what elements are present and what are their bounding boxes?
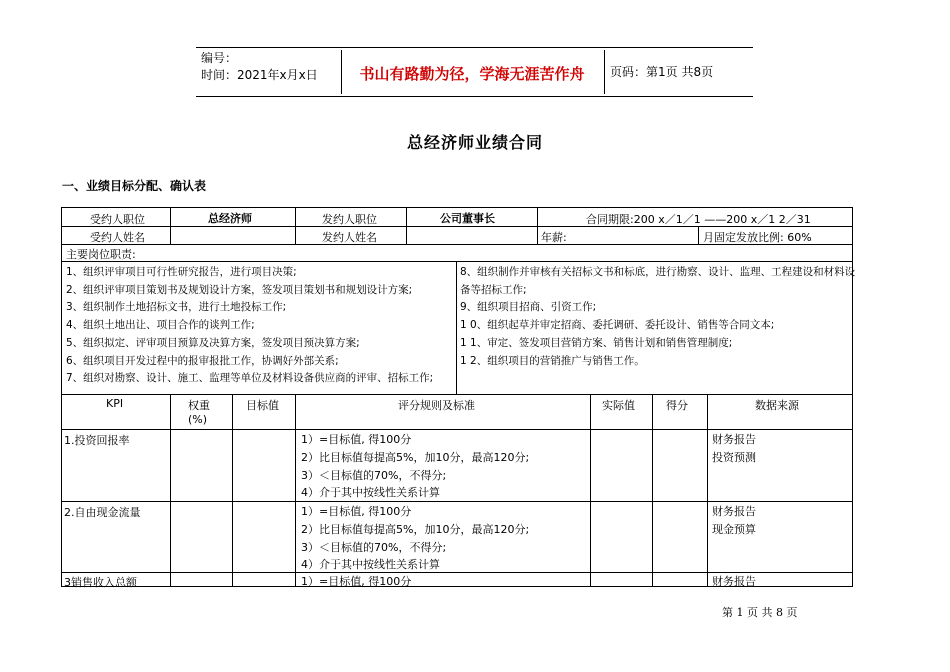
source-header: 数据来源 [755,399,799,412]
page-code: 页码：第1页 共8页 [610,65,714,79]
duty-item: 2、组织评审项目策划书及规划设计方案，签发项目策划书和规划设计方案; [66,283,413,296]
col-divider [698,226,699,244]
kpi-rules [301,503,529,574]
rule-line: 2）比目标值每提高5%，加10分，最高120分; [301,522,530,536]
kpi-rules [301,431,529,502]
duties-left-list [66,264,433,388]
row-divider [62,429,852,430]
duty-item: 9、组织项目招商、引资工作; [460,301,597,314]
header-meta [201,50,318,84]
receiver-position-label: 受约人职位 [90,213,145,226]
source-line: 投资预测 [712,450,756,464]
col-divider [707,394,708,586]
kpi-sources [712,573,756,591]
actual-header: 实际值 [602,399,635,412]
target-header: 目标值 [246,399,279,412]
duties-right-list [460,264,855,370]
issuer-name-label: 发约人姓名 [322,231,377,244]
duty-item: 3、组织制作土地招标文书，进行土地投标工作; [66,301,287,314]
score-header: 得分 [666,399,688,412]
kpi-rules [301,573,411,591]
col-divider [406,208,407,244]
source-line: 财务报告 [712,505,756,518]
weight-unit: (%) [188,413,208,426]
rule-line: 1）=目标值, 得100分 [301,575,412,588]
duties-label: 主要岗位职责: [66,248,136,261]
contract-period: 合同期限:200 x／1／1 ——200 x／1 2／31 [586,213,811,226]
duty-item: 6、组织项目开发过程中的报审报批工作，协调好外部关系; [66,354,339,367]
kpi-name: 3销售收入总额 [64,576,137,589]
receiver-position: 总经济师 [208,212,252,225]
source-line: 财务报告 [712,575,756,588]
receiver-name-label: 受约人姓名 [90,231,145,244]
col-divider [232,394,233,586]
col-divider [652,394,653,586]
col-divider [295,208,296,244]
col-divider [295,394,296,586]
kpi-header: KPI [106,397,124,410]
source-line: 现金预算 [712,522,756,536]
page-header [196,47,753,97]
weight-header: 权重 [188,399,210,412]
rules-header: 评分规则及标准 [398,399,475,412]
duty-item: 5、组织拟定、评审项目预算及决算方案，签发项目预决算方案; [66,336,360,349]
duty-item: 备等招标工作; [460,283,527,296]
col-divider [590,394,591,586]
kpi-sources [712,503,756,539]
rule-line: 1）=目标值, 得100分 [301,505,412,518]
issuer-position: 公司董事长 [440,212,495,225]
salary-label: 年薪: [541,231,567,244]
col-divider [456,261,457,394]
rule-line: 4）介于其中按线性关系计算 [301,486,440,500]
duty-item: 7、组织对勘察、设计、施工、监理等单位及材料设备供应商的评审、招标工作; [66,372,434,385]
duty-item: 1 1、审定、签发项目营销方案、销售计划和销售管理制度; [460,336,733,349]
source-line: 财务报告 [712,433,756,446]
row-divider [62,394,852,395]
motto-cell [341,50,605,94]
rule-line: 1）=目标值, 得100分 [301,433,412,446]
duty-item: 1、组织评审项目可行性研究报告，进行项目决策; [66,266,297,278]
kpi-name: 2.自由现金流量 [64,506,141,519]
duty-item: 8、组织制作并审核有关招标文书和标底，进行勘察、设计、监理、工程建设和材料设 [460,266,856,278]
time-label: 时间：2021年x月x日 [201,68,318,82]
rule-line: 3）＜目标值的70%，不得分; [301,468,447,482]
duty-item: 1 0、组织起草并审定招商、委托调研、委托设计、销售等合同文本; [460,319,775,332]
rule-line: 2）比目标值每提高5%，加10分，最高120分; [301,450,530,464]
kpi-name: 1.投资回报率 [64,434,130,447]
fixed-ratio: 月固定发放比例: 60% [703,231,812,244]
rule-line: 4）介于其中按线性关系计算 [301,558,440,572]
kpi-sources [712,431,756,467]
number-label: 编号： [201,51,238,65]
performance-table [61,207,856,589]
duty-item: 4、组织土地出让、项目合作的谈判工作; [66,319,255,332]
motto: 书山有路勤为径，学海无涯苦作舟 [359,65,585,83]
page-footer: 第 1 页 共 8 页 [722,606,798,619]
col-divider [537,208,538,244]
duty-item: 1 2、组织项目的营销推广与销售工作。 [460,354,645,367]
col-divider [170,208,171,244]
document-title: 总经济师业绩合同 [406,133,543,152]
rule-line: 3）＜目标值的70%，不得分; [301,540,447,554]
issuer-position-label: 发约人职位 [322,213,377,226]
section-title: 一、业绩目标分配、确认表 [62,179,207,193]
col-divider [170,394,171,586]
row-divider [62,261,852,262]
